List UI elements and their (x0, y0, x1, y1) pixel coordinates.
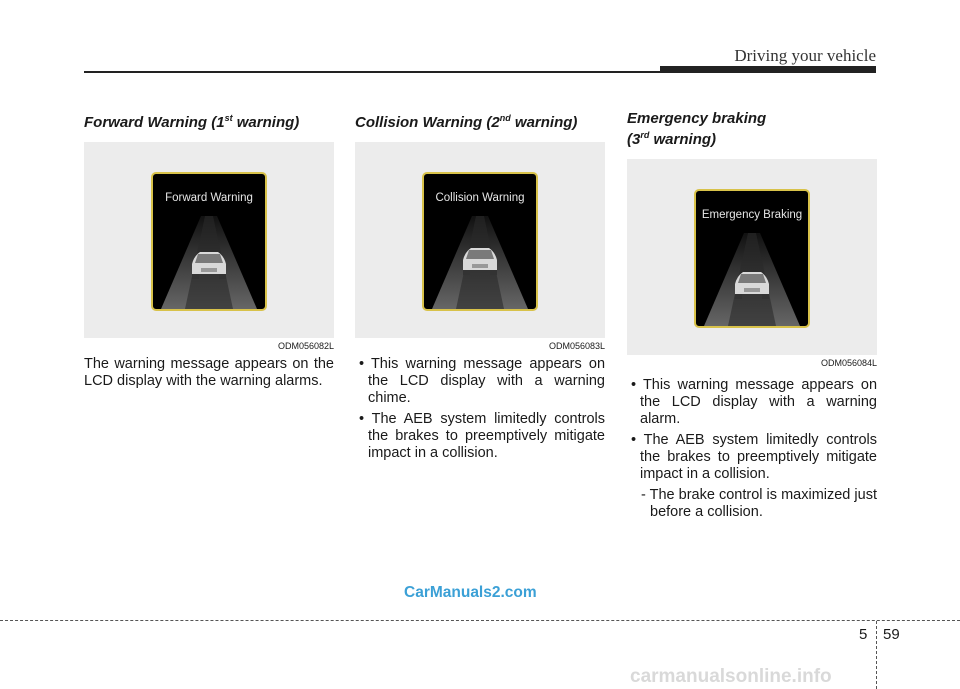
section-title: Forward Warning (1st warning) (84, 113, 300, 131)
figure-code: ODM056084L (820, 358, 877, 368)
section-title: Emergency braking (3rd warning) (627, 110, 767, 148)
section-forward-warning (84, 110, 334, 390)
section-collision-warning (355, 110, 605, 466)
figure-collision-warning (355, 142, 605, 351)
lcd-warning-label: Emergency Braking (701, 209, 803, 221)
footer-watermark: carmanualsonline.info (630, 666, 832, 687)
header-rule (84, 71, 664, 73)
watermark-link[interactable]: CarManuals2.com (404, 584, 537, 601)
page-number: 59 (883, 626, 900, 643)
figure-code: ODM056083L (548, 341, 605, 351)
bullet-list (627, 377, 877, 483)
list-item: • The AEB system limitedly controls the brakes to preemptively mitigate impact in a collision. (359, 411, 605, 461)
lcd-warning-label: Forward Warning (165, 192, 253, 204)
list-item: • The AEB system limitedly controls the brakes to preemptively mitigate impact in a collision. (631, 432, 877, 482)
running-header: Driving your vehicle (734, 46, 876, 65)
figure-emergency-braking (627, 159, 877, 368)
list-item: • This warning message appears on the LCD display with a warning alarm. (631, 377, 878, 427)
chapter-number: 5 (859, 626, 868, 643)
lcd-warning-label: Collision Warning (435, 192, 525, 204)
paragraph: The warning message appears on the LCD display with the warning alarms. (84, 356, 334, 389)
figure-forward-warning (84, 142, 334, 351)
list-item: • This warning message appears on the LCD display with a warning chime. (359, 356, 606, 406)
footer-divider (876, 621, 877, 689)
lcd-display (422, 172, 538, 311)
section-title: Collision Warning (2nd warning) (355, 113, 578, 131)
figure-code: ODM056082L (277, 341, 334, 351)
lcd-display (694, 189, 810, 328)
section-emergency-braking (627, 110, 877, 521)
sub-item: - The brake control is maximized just before a collision. (641, 487, 877, 520)
footer-rule (0, 620, 960, 621)
lcd-display (151, 172, 267, 311)
bullet-list (355, 356, 605, 462)
header-rule-thick (660, 66, 876, 73)
